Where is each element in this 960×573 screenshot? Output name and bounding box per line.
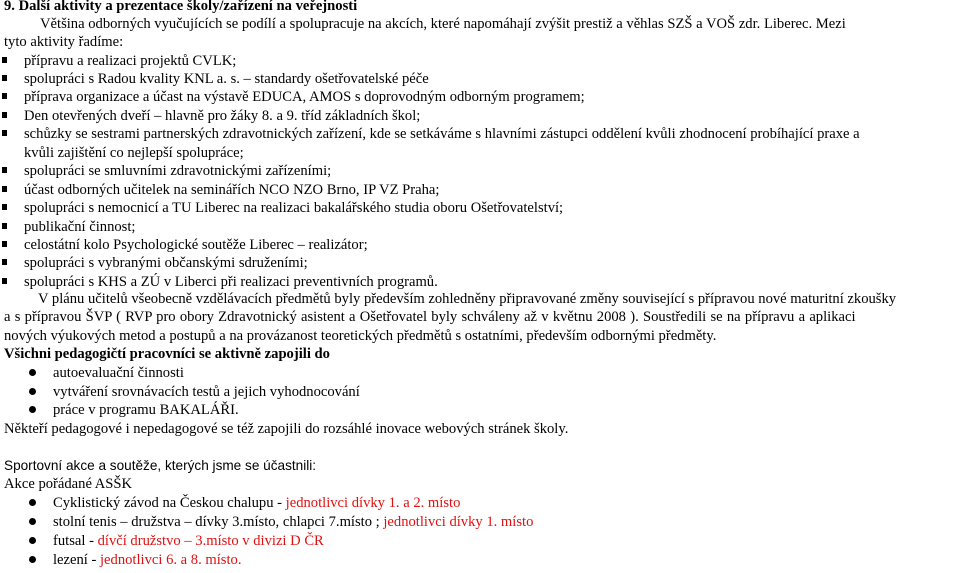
list-item: lezení - jednotlivci 6. a 8. místo. (53, 551, 241, 569)
list-item-continuation: kvůli zajištění co nejlepší spolupráce; (24, 145, 244, 161)
list-item: práce v programu BAKALÁŘI. (53, 401, 239, 419)
round-bullet-icon (29, 388, 36, 395)
list-item: futsal - dívčí družstvo – 3.místo v divizi D ČR (53, 532, 324, 550)
round-bullet-icon (29, 537, 36, 544)
square-bullet-icon (2, 186, 7, 192)
round-bullet-icon (29, 406, 36, 413)
list-item: Cyklistický závod na Českou chalupu - jednotlivci dívky 1. a 2. místo (53, 494, 460, 512)
web-note: Někteří pedagogové i nepedagogové se též zapojili do rozsáhlé inovace webových stránek školy. (4, 421, 569, 437)
pedagogue-heading: Všichni pedagogičtí pracovníci se aktivně zapojili do (4, 346, 330, 362)
plan-paragraph-line-3: nových výukových metod a postupů a na provázanost teoretických předmětů s ostatními, především odbornými předměty. (4, 328, 717, 344)
round-bullet-icon (29, 369, 36, 376)
square-bullet-icon (2, 241, 7, 247)
list-item: autoevaluační činnosti (53, 364, 184, 382)
square-bullet-icon (2, 112, 7, 118)
round-bullet-icon (29, 556, 36, 563)
list-item: stolní tenis – družstva – dívky 3.místo, chlapci 7.místo ; jednotlivci dívky 1. místo (53, 513, 533, 531)
square-bullet-icon (2, 57, 7, 63)
square-bullet-icon (2, 223, 7, 229)
plan-paragraph-line-2: a s přípravou ŠVP ( RVP pro obory Zdravotnický asistent a Ošetřovatel byly schváleny až v květnu 2008 ). Soustředili se na přípravu a aplikaci (4, 309, 856, 325)
sports-subheading: Akce pořádané ASŠK (4, 476, 133, 492)
square-bullet-icon (2, 167, 7, 173)
plan-paragraph-line-1: V plánu učitelů všeobecně vzdělávacích předmětů byly především zohledněny připravované změny související s přípravou nové maturitní zkoušky (38, 291, 897, 307)
intro-text-line-2: tyto aktivity řadíme: (4, 34, 124, 50)
round-bullet-icon (29, 518, 36, 525)
square-bullet-icon (2, 93, 7, 99)
square-bullet-icon (2, 75, 7, 81)
square-bullet-icon (2, 130, 7, 136)
sports-heading: Sportovní akce a soutěže, kterých jsme se účastnili: (4, 458, 317, 473)
square-bullet-icon (2, 204, 7, 210)
square-bullet-icon (2, 278, 7, 284)
section-heading: 9. Další aktivity a prezentace školy/zařízení na veřejnosti (4, 0, 358, 14)
list-item: vytváření srovnávacích testů a jejich vyhodnocování (53, 383, 360, 401)
square-bullet-icon (2, 259, 7, 265)
intro-text-line-1: Většina odborných vyučujících se podílí a spolupracuje na akcích, které napomáhají zvýšit prestiž a věhlas SZŠ a VOŠ zdr. Liberec. Mezi (40, 16, 846, 32)
round-bullet-icon (29, 499, 36, 506)
